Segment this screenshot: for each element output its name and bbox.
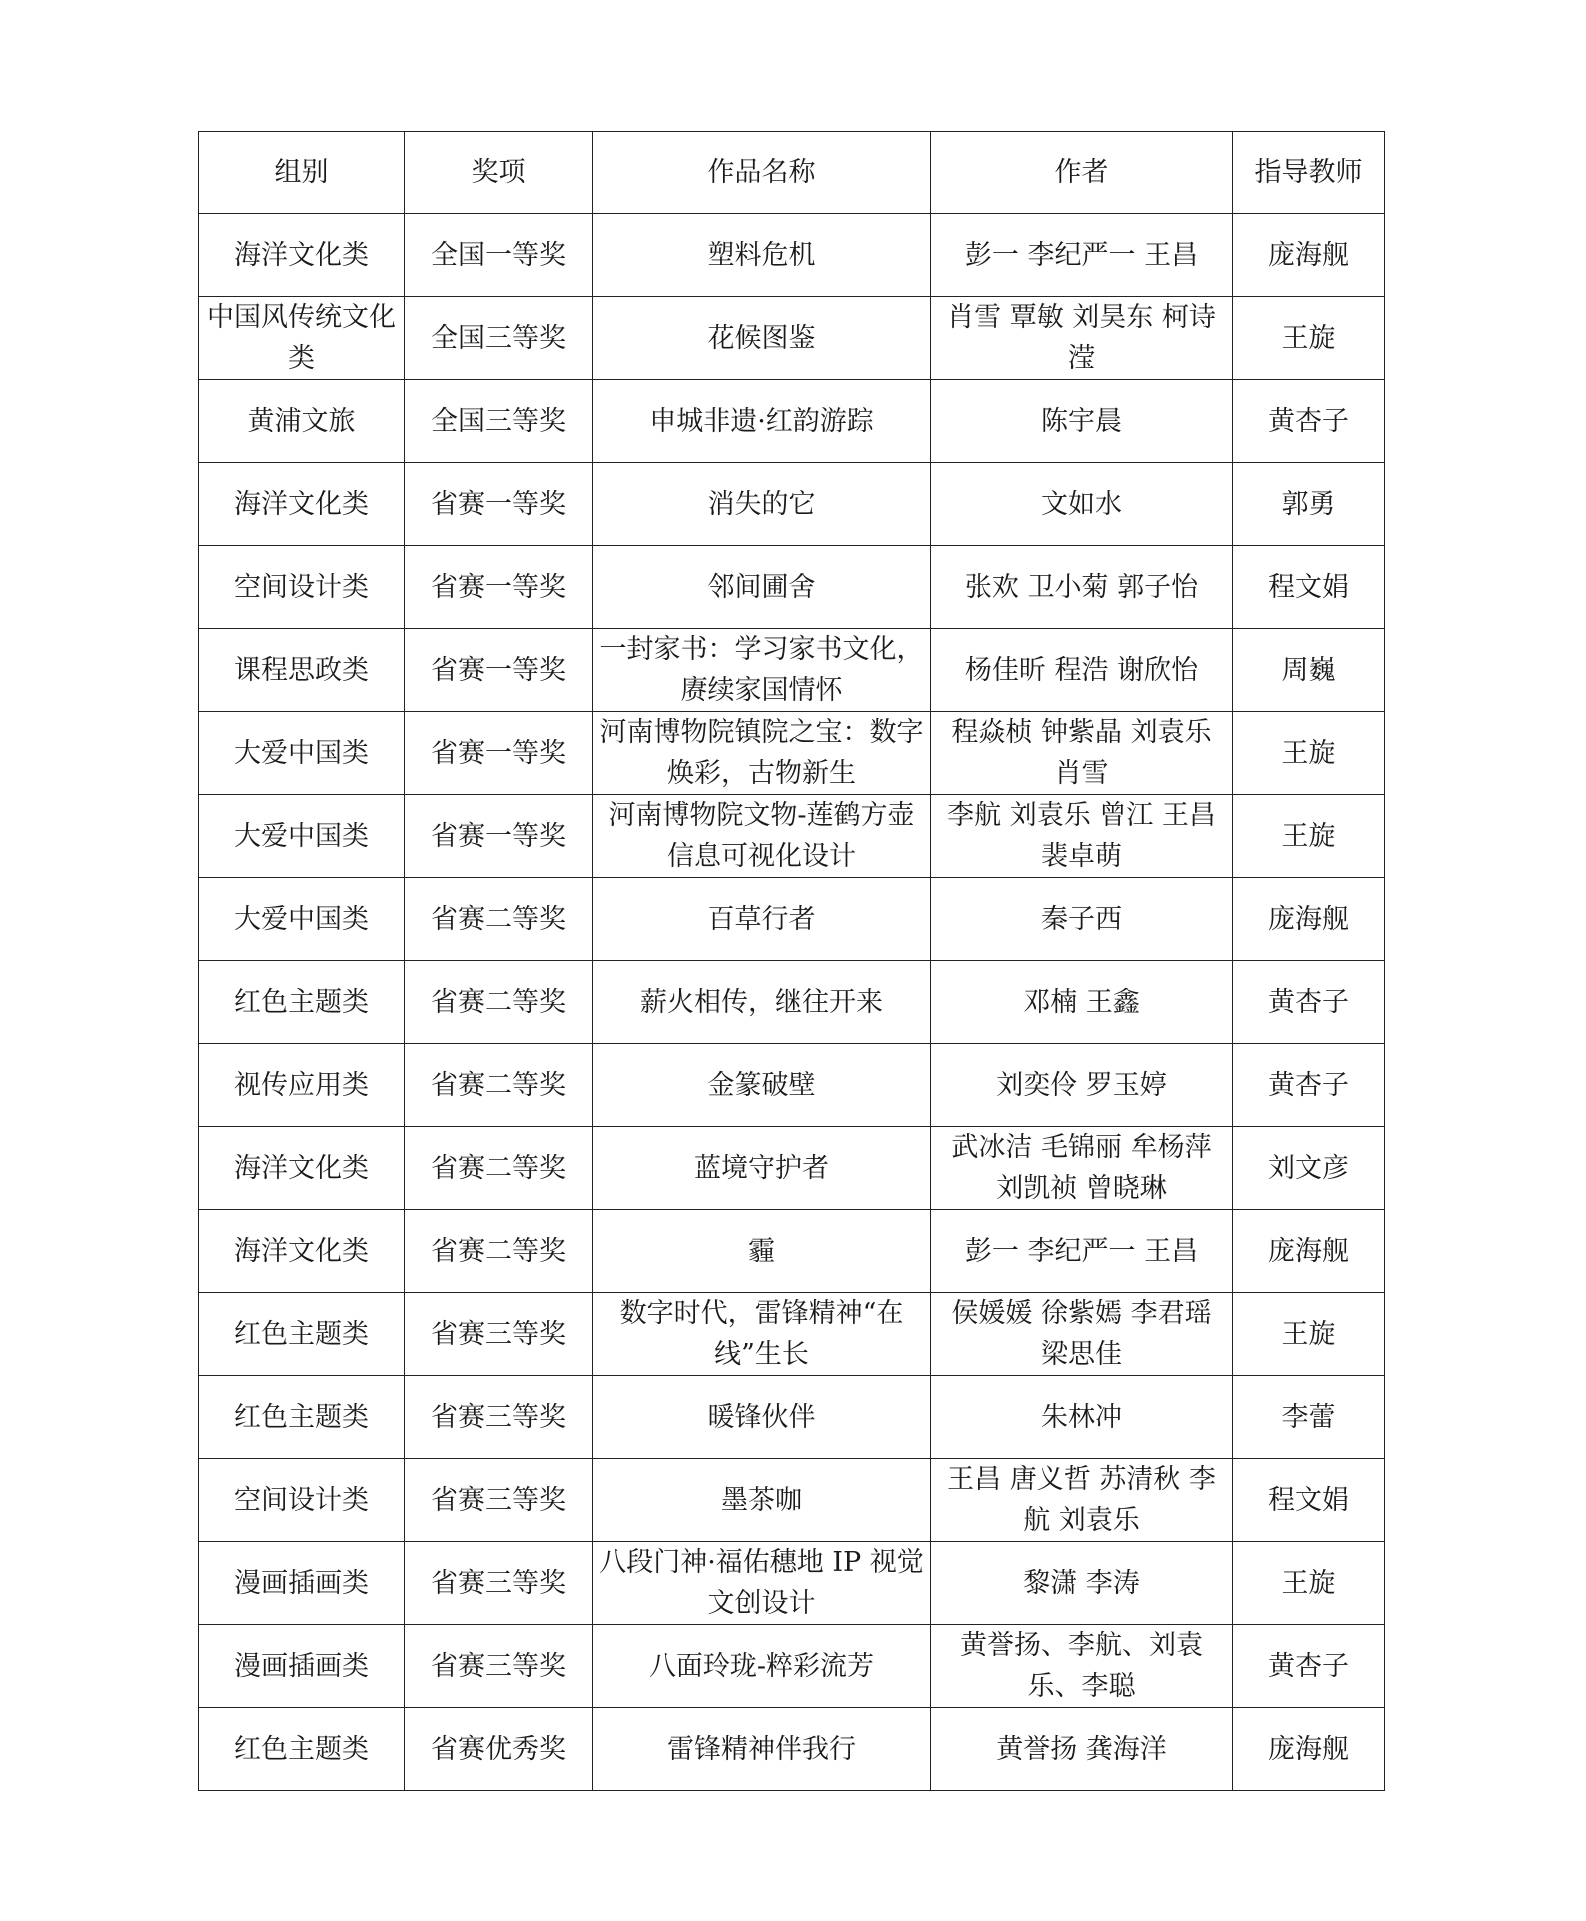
cell-group: 红色主题类 (199, 1376, 405, 1459)
cell-group: 黄浦文旅 (199, 380, 405, 463)
cell-authors: 彭一 李纪严一 王昌 (931, 1210, 1233, 1293)
header-row (199, 132, 1385, 214)
cell-advisor: 庞海舰 (1233, 214, 1385, 297)
cell-authors: 张欢 卫小菊 郭子怡 (931, 546, 1233, 629)
table-row (199, 1293, 1385, 1376)
cell-award: 省赛一等奖 (405, 546, 593, 629)
cell-advisor: 李蕾 (1233, 1376, 1385, 1459)
table-row (199, 1542, 1385, 1625)
cell-group: 海洋文化类 (199, 214, 405, 297)
cell-advisor: 王旋 (1233, 297, 1385, 380)
cell-award: 省赛二等奖 (405, 1044, 593, 1127)
cell-group: 红色主题类 (199, 961, 405, 1044)
cell-advisor: 王旋 (1233, 1542, 1385, 1625)
cell-work-title: 邻间圃舍 (593, 546, 931, 629)
cell-award: 省赛三等奖 (405, 1376, 593, 1459)
awards-table (198, 131, 1385, 1791)
cell-advisor: 周巍 (1233, 629, 1385, 712)
table-row (199, 878, 1385, 961)
cell-authors: 文如水 (931, 463, 1233, 546)
cell-award: 省赛三等奖 (405, 1459, 593, 1542)
cell-group: 红色主题类 (199, 1293, 405, 1376)
cell-authors: 彭一 李纪严一 王昌 (931, 214, 1233, 297)
table-row (199, 795, 1385, 878)
cell-advisor: 程文娟 (1233, 1459, 1385, 1542)
cell-work-title: 暖锋伙伴 (593, 1376, 931, 1459)
cell-group: 漫画插画类 (199, 1625, 405, 1708)
cell-advisor: 庞海舰 (1233, 878, 1385, 961)
cell-advisor: 郭勇 (1233, 463, 1385, 546)
cell-advisor: 程文娟 (1233, 546, 1385, 629)
header-authors: 作者 (931, 132, 1233, 214)
cell-advisor: 黄杏子 (1233, 1625, 1385, 1708)
cell-group: 空间设计类 (199, 1459, 405, 1542)
cell-group: 漫画插画类 (199, 1542, 405, 1625)
cell-work-title: 金篆破壁 (593, 1044, 931, 1127)
cell-work-title: 花候图鉴 (593, 297, 931, 380)
cell-work-title: 数字时代，雷锋精神“在线”生长 (593, 1293, 931, 1376)
table-body (199, 214, 1385, 1791)
cell-award: 省赛二等奖 (405, 1127, 593, 1210)
table-row (199, 1127, 1385, 1210)
cell-work-title: 蓝境守护者 (593, 1127, 931, 1210)
table-row (199, 297, 1385, 380)
cell-award: 省赛三等奖 (405, 1542, 593, 1625)
cell-award: 省赛二等奖 (405, 878, 593, 961)
table-row (199, 1376, 1385, 1459)
cell-award: 省赛一等奖 (405, 712, 593, 795)
cell-group: 大爱中国类 (199, 712, 405, 795)
table-row (199, 546, 1385, 629)
cell-group: 中国风传统文化类 (199, 297, 405, 380)
table-row (199, 629, 1385, 712)
cell-authors: 秦子西 (931, 878, 1233, 961)
table-row (199, 961, 1385, 1044)
cell-authors: 黎潇 李涛 (931, 1542, 1233, 1625)
cell-authors: 杨佳昕 程浩 谢欣怡 (931, 629, 1233, 712)
cell-award: 省赛一等奖 (405, 795, 593, 878)
cell-award: 省赛三等奖 (405, 1625, 593, 1708)
cell-group: 大爱中国类 (199, 795, 405, 878)
cell-award: 省赛一等奖 (405, 629, 593, 712)
table-row (199, 1210, 1385, 1293)
cell-authors: 刘奕伶 罗玉婷 (931, 1044, 1233, 1127)
cell-authors: 朱林冲 (931, 1376, 1233, 1459)
cell-award: 省赛三等奖 (405, 1293, 593, 1376)
cell-work-title: 河南博物院镇院之宝：数字焕彩，古物新生 (593, 712, 931, 795)
cell-work-title: 雷锋精神伴我行 (593, 1708, 931, 1791)
cell-advisor: 王旋 (1233, 795, 1385, 878)
cell-award: 省赛一等奖 (405, 463, 593, 546)
cell-group: 空间设计类 (199, 546, 405, 629)
table-row (199, 1625, 1385, 1708)
cell-work-title: 一封家书：学习家书文化，赓续家国情怀 (593, 629, 931, 712)
cell-work-title: 八段门神·福佑穗地 IP 视觉文创设计 (593, 1542, 931, 1625)
cell-work-title: 申城非遗·红韵游踪 (593, 380, 931, 463)
cell-group: 视传应用类 (199, 1044, 405, 1127)
cell-advisor: 王旋 (1233, 712, 1385, 795)
cell-award: 全国三等奖 (405, 380, 593, 463)
cell-authors: 武冰洁 毛锦丽 牟杨萍 刘凯祯 曾晓琳 (931, 1127, 1233, 1210)
cell-advisor: 黄杏子 (1233, 1044, 1385, 1127)
cell-work-title: 消失的它 (593, 463, 931, 546)
cell-award: 省赛二等奖 (405, 961, 593, 1044)
cell-work-title: 八面玲珑-粹彩流芳 (593, 1625, 931, 1708)
cell-work-title: 薪火相传，继往开来 (593, 961, 931, 1044)
table-row (199, 1044, 1385, 1127)
cell-group: 课程思政类 (199, 629, 405, 712)
cell-advisor: 黄杏子 (1233, 380, 1385, 463)
header-work-title: 作品名称 (593, 132, 931, 214)
cell-authors: 黄誉扬、李航、刘袁乐、李聪 (931, 1625, 1233, 1708)
cell-work-title: 霾 (593, 1210, 931, 1293)
table-row (199, 463, 1385, 546)
cell-authors: 肖雪 覃敏 刘昊东 柯诗滢 (931, 297, 1233, 380)
cell-group: 红色主题类 (199, 1708, 405, 1791)
header-group: 组别 (199, 132, 405, 214)
table-row (199, 1459, 1385, 1542)
cell-group: 大爱中国类 (199, 878, 405, 961)
cell-work-title: 塑料危机 (593, 214, 931, 297)
cell-advisor: 庞海舰 (1233, 1708, 1385, 1791)
table-row (199, 712, 1385, 795)
cell-group: 海洋文化类 (199, 1210, 405, 1293)
cell-award: 全国三等奖 (405, 297, 593, 380)
cell-authors: 王昌 唐义哲 苏清秋 李航 刘袁乐 (931, 1459, 1233, 1542)
cell-advisor: 王旋 (1233, 1293, 1385, 1376)
cell-authors: 黄誉扬 龚海洋 (931, 1708, 1233, 1791)
cell-group: 海洋文化类 (199, 463, 405, 546)
cell-authors: 李航 刘袁乐 曾江 王昌 裴卓萌 (931, 795, 1233, 878)
cell-advisor: 黄杏子 (1233, 961, 1385, 1044)
header-advisor: 指导教师 (1233, 132, 1385, 214)
cell-award: 省赛优秀奖 (405, 1708, 593, 1791)
header-award: 奖项 (405, 132, 593, 214)
cell-advisor: 庞海舰 (1233, 1210, 1385, 1293)
table-row (199, 380, 1385, 463)
cell-advisor: 刘文彦 (1233, 1127, 1385, 1210)
cell-work-title: 河南博物院文物-莲鹤方壶信息可视化设计 (593, 795, 931, 878)
cell-authors: 程焱桢 钟紫晶 刘袁乐 肖雪 (931, 712, 1233, 795)
cell-work-title: 墨茶咖 (593, 1459, 931, 1542)
cell-authors: 侯媛媛 徐紫嫣 李君瑶 梁思佳 (931, 1293, 1233, 1376)
cell-authors: 邓楠 王鑫 (931, 961, 1233, 1044)
cell-work-title: 百草行者 (593, 878, 931, 961)
cell-award: 全国一等奖 (405, 214, 593, 297)
table-row (199, 1708, 1385, 1791)
cell-group: 海洋文化类 (199, 1127, 405, 1210)
cell-authors: 陈宇晨 (931, 380, 1233, 463)
cell-award: 省赛二等奖 (405, 1210, 593, 1293)
table-row (199, 214, 1385, 297)
table-header (199, 132, 1385, 214)
